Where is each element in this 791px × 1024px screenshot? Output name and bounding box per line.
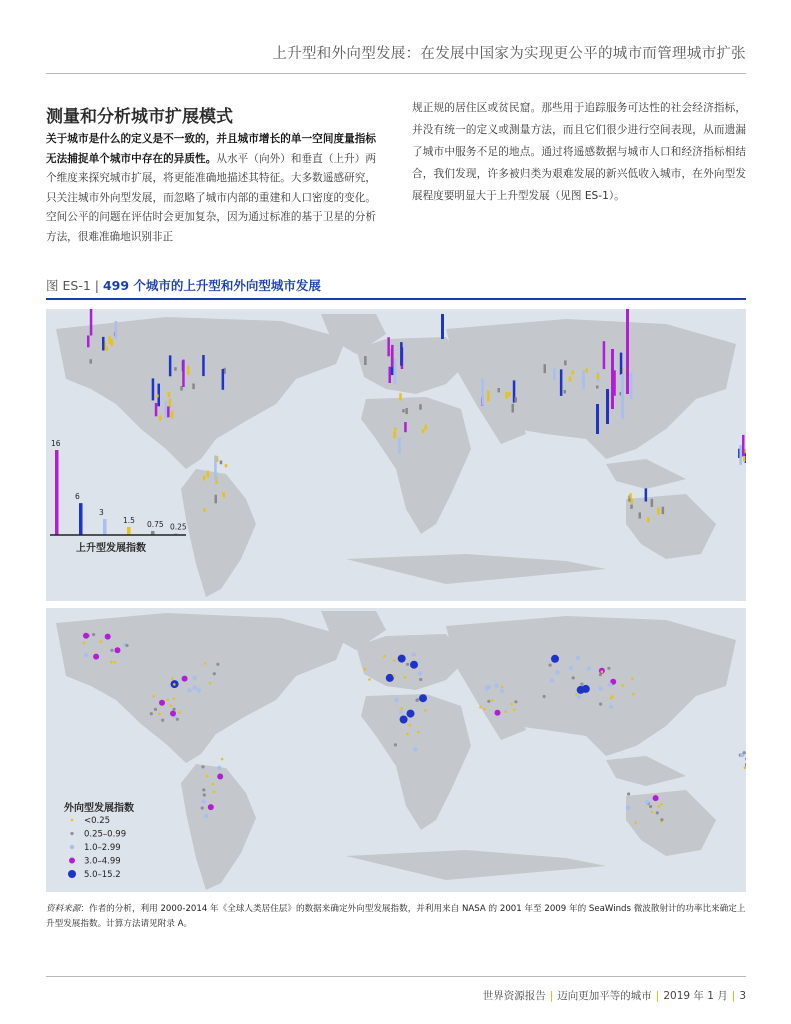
section-title: 测量和分析城市扩展模式 xyxy=(46,107,233,127)
outward-city-dot xyxy=(400,707,403,710)
outward-city-dot xyxy=(159,700,165,706)
outward-city-dot xyxy=(656,811,659,814)
upward-city-bar xyxy=(621,374,624,419)
outward-city-dot xyxy=(587,666,591,670)
upward-city-bar xyxy=(508,392,511,396)
upward-legend-bar-3 xyxy=(127,527,131,535)
upward-city-bar xyxy=(90,309,93,336)
upward-city-bar xyxy=(564,390,567,394)
outward-city-dot xyxy=(393,674,396,677)
source-label: 资料来源 xyxy=(46,904,81,914)
outward-city-dot xyxy=(203,793,206,796)
outward-city-dot xyxy=(424,709,427,712)
outward-city-dot xyxy=(204,662,207,665)
upward-city-bar xyxy=(156,394,159,397)
upward-legend-bar-label: 6 xyxy=(75,492,80,502)
upward-city-bar xyxy=(422,429,425,433)
footer-date: 2019 年 1 月 xyxy=(663,990,728,1002)
outward-city-dot xyxy=(113,661,116,664)
outward-city-dot xyxy=(744,767,746,770)
upward-city-bar xyxy=(174,367,177,371)
outward-city-dot xyxy=(634,822,637,825)
outward-city-dot xyxy=(208,804,214,810)
upward-city-bar xyxy=(394,359,397,384)
upward-legend-bar-2 xyxy=(103,519,107,535)
outward-legend-dot xyxy=(69,858,75,864)
upward-city-bar xyxy=(220,461,223,465)
outward-city-dot xyxy=(125,644,128,647)
upward-city-bar xyxy=(108,336,111,344)
outward-map-canvas xyxy=(46,608,746,892)
outward-city-dot xyxy=(551,655,559,663)
outward-city-dot xyxy=(394,743,397,746)
upward-city-bar xyxy=(215,495,218,504)
outward-city-dot xyxy=(197,688,201,692)
upward-city-bar xyxy=(441,314,444,339)
upward-city-bar xyxy=(90,359,93,363)
outward-city-dot xyxy=(170,704,173,707)
upward-legend-title: 上升型发展指数 xyxy=(76,543,146,554)
upward-city-bar xyxy=(202,355,205,376)
upward-city-bar xyxy=(167,406,170,417)
source-text: ：作者的分析，利用 2000-2014 年《全球人类居住层》的数据来确定外向型发展指数，并利用来自 NASA 的 2001 年至 2009 年的 SeaWinds 微波散射计的功率比来确定上升型发展指数。计算方法请见附录 A。 xyxy=(46,904,746,929)
outward-city-dot xyxy=(514,700,517,703)
outward-city-dot xyxy=(626,806,630,810)
outward-city-dot xyxy=(621,684,624,687)
upward-city-bar xyxy=(560,369,563,396)
figure-title: 499 个城市的上升型和外向型城市发展 xyxy=(102,278,321,293)
outward-city-dot xyxy=(572,676,575,679)
outward-city-dot xyxy=(383,655,386,658)
outward-city-dot xyxy=(491,699,494,702)
upward-city-bar xyxy=(171,410,174,418)
outward-city-dot xyxy=(409,724,412,727)
upward-city-bar xyxy=(515,397,518,402)
outward-legend-dot xyxy=(68,870,76,878)
upward-city-bar xyxy=(629,493,632,498)
outward-city-dot xyxy=(217,774,223,780)
outward-city-dot xyxy=(83,633,89,639)
outward-city-dot xyxy=(653,795,659,801)
outward-city-dot xyxy=(158,713,161,716)
outward-city-dot xyxy=(607,667,610,670)
outward-legend-label: 3.0–4.99 xyxy=(84,856,121,867)
outward-city-dot xyxy=(386,674,394,682)
outward-city-dot xyxy=(84,653,88,657)
outward-city-dot xyxy=(410,661,418,669)
footer-report: 世界资源报告 xyxy=(482,990,546,1002)
upward-city-bar xyxy=(572,371,575,375)
outward-city-dot xyxy=(110,649,113,652)
outward-city-dot xyxy=(92,633,95,636)
upward-city-bar xyxy=(152,378,155,400)
upward-legend-bar-label: 3 xyxy=(99,508,104,518)
upward-city-bar xyxy=(647,517,650,522)
upward-city-bar xyxy=(405,408,408,414)
footer-series: 迈向更加平等的城市 xyxy=(557,990,652,1002)
upward-city-bar xyxy=(402,409,405,412)
outward-city-dot xyxy=(100,640,103,643)
outward-city-dot xyxy=(631,677,634,680)
outward-city-dot xyxy=(406,733,409,736)
upward-city-bar xyxy=(487,394,490,401)
outward-city-dot xyxy=(221,758,224,761)
upward-city-bar xyxy=(544,364,547,373)
outward-legend-label: 5.0–15.2 xyxy=(84,870,121,880)
upward-city-bar xyxy=(182,360,185,387)
upward-city-bar xyxy=(596,404,599,434)
upward-city-bar xyxy=(739,445,742,465)
upward-legend-bar-label: 0.25 xyxy=(170,522,187,532)
left-body-text: 从水平（向外）和垂直（上升）两个维度来探究城市扩展，将更能准确地描述其特征。大多数遥感研究，只关注城市外向型发展，而忽略了城市内部的重建和人口密度的变化。空间公平的问题在评估时会更加复杂，因为通过标准的基于卫星的分析方法，很难准确地识别非正 xyxy=(46,152,377,243)
outward-city-dot xyxy=(394,698,398,702)
upward-city-bar xyxy=(169,355,172,376)
outward-city-dot xyxy=(105,634,111,640)
outward-city-dot xyxy=(575,693,578,696)
outward-city-dot xyxy=(216,663,219,666)
outward-city-dot xyxy=(627,792,630,795)
figure-divider xyxy=(46,298,746,300)
outward-city-dot xyxy=(152,695,155,698)
outward-city-dot xyxy=(173,683,176,686)
left-column-text xyxy=(46,130,376,248)
upward-legend-bar-1 xyxy=(79,503,83,535)
outward-city-dot xyxy=(202,788,205,791)
outward-city-dot xyxy=(599,703,602,706)
source-note xyxy=(46,902,746,932)
upward-legend xyxy=(46,434,196,554)
upward-city-bar xyxy=(391,345,394,367)
outward-legend-label: 1.0–2.99 xyxy=(84,843,121,853)
outward-city-dot xyxy=(494,684,498,688)
upward-city-bar xyxy=(606,389,609,424)
outward-city-dot xyxy=(576,656,580,660)
outward-city-dot xyxy=(419,678,422,681)
upward-city-bar xyxy=(662,507,665,514)
upward-city-bar xyxy=(387,337,390,356)
outward-city-dot xyxy=(745,756,746,762)
outward-city-dot xyxy=(399,710,403,714)
upward-city-bar xyxy=(223,492,226,497)
outward-legend-label: <0.25 xyxy=(84,816,111,826)
outward-city-dot xyxy=(660,818,663,821)
outward-city-dot xyxy=(569,666,573,670)
upward-city-bar xyxy=(582,375,585,384)
upward-city-bar xyxy=(106,346,109,351)
upward-city-bar xyxy=(207,471,210,478)
page-footer: 世界资源报告 | 迈向更加平等的城市 | 2019 年 1 月 | 3 xyxy=(482,990,746,1002)
outward-city-dot xyxy=(201,765,204,768)
upward-city-bar xyxy=(102,337,105,351)
upward-city-bar xyxy=(222,369,225,390)
outward-city-dot xyxy=(204,814,208,818)
outward-city-dot xyxy=(171,677,174,680)
outward-city-dot xyxy=(577,686,585,694)
outward-city-dot xyxy=(176,718,179,721)
footer-page-number: 3 xyxy=(739,990,746,1002)
outward-city-dot xyxy=(161,719,164,722)
upward-city-bar xyxy=(743,456,746,462)
right-column-text: 规正规的居住区或贫民窟。那些用于追踪服务可达性的社会经济指标，并没有统一的定义或测量方法，而且它们很少进行空间表现，从而遗漏了城市中服务不足的地点。通过将遥感数据与城市人口和经济指标相结合，我们发现，许多被归类为艰难发展的新兴低收入城市，在外向型发展程度要明显大于上升型发展（见图 ES-1）。 xyxy=(412,102,746,202)
upward-city-bar xyxy=(498,388,501,392)
outward-city-dot xyxy=(608,682,612,686)
outward-city-dot xyxy=(202,799,206,803)
outward-legend-dot xyxy=(70,832,73,835)
upward-city-bar xyxy=(597,374,600,379)
outward-city-dot xyxy=(398,655,406,663)
outward-city-dot xyxy=(182,676,188,682)
upward-city-bar xyxy=(603,341,606,369)
outward-city-dot xyxy=(500,689,504,693)
upward-city-bar xyxy=(651,499,654,507)
upward-city-bar xyxy=(553,368,556,380)
outward-city-dot xyxy=(645,800,649,804)
outward-city-dot xyxy=(555,670,559,674)
upward-city-bar xyxy=(424,425,427,430)
upward-development-map xyxy=(46,309,746,601)
outward-city-dot xyxy=(404,676,407,679)
outward-city-dot xyxy=(212,783,215,786)
outward-legend-title: 外向型发展指数 xyxy=(64,803,134,814)
upward-city-bar xyxy=(564,360,567,365)
outward-city-dot xyxy=(513,709,516,712)
upward-city-bar xyxy=(401,347,404,358)
outward-city-dot xyxy=(173,708,176,711)
upward-legend-bar-0 xyxy=(55,450,59,535)
upward-city-bar xyxy=(419,404,422,410)
upward-city-bar xyxy=(585,368,588,373)
outward-city-dot xyxy=(417,731,420,734)
outward-city-dot xyxy=(173,697,176,700)
outward-city-dot xyxy=(484,708,487,711)
outward-city-dot xyxy=(217,766,221,770)
upward-city-bar xyxy=(645,488,648,501)
outward-legend-dot xyxy=(71,819,74,822)
outward-city-dot xyxy=(368,678,371,681)
upward-city-bar xyxy=(620,353,623,375)
outward-city-dot xyxy=(213,672,216,675)
outward-city-dot xyxy=(206,775,209,778)
outward-city-dot xyxy=(193,685,197,689)
outward-city-dot xyxy=(487,700,490,703)
outward-city-dot xyxy=(413,747,417,751)
outward-city-dot xyxy=(150,712,153,715)
outward-city-dot xyxy=(601,670,604,673)
outward-city-dot xyxy=(178,711,181,714)
upward-city-bar xyxy=(159,415,162,420)
upward-city-bar xyxy=(393,431,396,438)
upward-city-bar xyxy=(657,507,660,514)
outward-city-dot xyxy=(501,686,504,689)
upward-city-bar xyxy=(225,464,228,467)
upward-city-bar xyxy=(481,378,484,405)
outward-city-dot xyxy=(193,676,197,680)
upward-city-bar xyxy=(639,512,642,518)
header-divider xyxy=(46,73,746,74)
outward-city-dot xyxy=(550,678,554,682)
outward-city-dot xyxy=(407,710,415,718)
upward-city-bar xyxy=(630,505,633,509)
upward-legend-bar-label: 16 xyxy=(51,439,61,448)
upward-city-bar xyxy=(389,367,392,383)
outward-city-dot xyxy=(658,805,661,808)
outward-city-dot xyxy=(504,710,507,713)
outward-city-dot xyxy=(201,806,204,809)
world-landmass-2 xyxy=(56,611,736,890)
upward-city-bar xyxy=(168,392,171,397)
upward-city-bar xyxy=(630,373,633,399)
upward-city-bar xyxy=(596,386,599,389)
outward-city-dot xyxy=(115,647,121,653)
outward-city-dot xyxy=(170,711,176,717)
outward-city-dot xyxy=(418,671,422,675)
outward-city-dot xyxy=(743,751,746,754)
upward-city-bar xyxy=(203,509,206,512)
upward-city-bar xyxy=(155,403,158,416)
outward-city-dot xyxy=(580,683,583,686)
upward-city-bar xyxy=(399,393,402,400)
outward-city-dot xyxy=(577,695,581,699)
outward-city-dot xyxy=(110,661,113,664)
outward-city-dot xyxy=(549,664,552,667)
outward-city-dot xyxy=(611,695,614,698)
outward-city-dot xyxy=(364,668,367,671)
upward-city-bar xyxy=(87,336,90,348)
lead-bold-sentence: 关于城市是什么的定义是不一致的，并且城市增长的单一空间度量指标无法捕捉单个城市中存在的异质性。 xyxy=(46,133,376,165)
upward-city-bar xyxy=(512,404,515,413)
upward-city-bar xyxy=(187,366,190,375)
outward-city-dot xyxy=(543,695,546,698)
upward-city-bar xyxy=(487,391,490,395)
outward-legend-dot xyxy=(70,845,74,849)
outward-city-dot xyxy=(393,659,396,662)
outward-city-dot xyxy=(416,698,419,701)
outward-legend xyxy=(64,801,134,880)
upward-city-bar xyxy=(165,401,168,418)
upward-city-bar xyxy=(742,435,745,457)
figure-separator: | xyxy=(94,278,99,293)
outward-city-dot xyxy=(495,710,501,716)
outward-city-dot xyxy=(166,699,169,702)
outward-development-map xyxy=(46,608,746,892)
upward-city-bar xyxy=(569,376,572,381)
outward-city-dot xyxy=(486,685,490,689)
upward-city-bar xyxy=(214,456,217,482)
outward-city-dot xyxy=(479,706,482,709)
outward-city-dot xyxy=(209,682,212,685)
running-header: 上升型和外向型发展：在发展中国家为实现更公平的城市而管理城市扩张 xyxy=(272,46,746,62)
outward-city-dot xyxy=(93,654,99,660)
outward-city-dot xyxy=(154,708,157,711)
outward-city-dot xyxy=(510,703,513,706)
upward-city-bar xyxy=(203,476,206,481)
upward-city-bar xyxy=(192,384,195,390)
upward-city-bar xyxy=(115,321,118,339)
outward-city-dot xyxy=(406,663,409,666)
upward-legend-bar-label: 0.75 xyxy=(147,520,164,530)
outward-city-dot xyxy=(598,686,602,690)
outward-city-dot xyxy=(411,652,415,656)
upward-legend-bar-label: 1.5 xyxy=(123,516,135,526)
upward-city-bar xyxy=(505,392,508,399)
upward-city-bar xyxy=(404,422,407,432)
outward-city-dot xyxy=(649,805,652,808)
outward-city-dot xyxy=(419,694,427,702)
upward-city-bar xyxy=(394,428,397,431)
outward-legend-label: 0.25–0.99 xyxy=(84,829,127,840)
outward-city-dot xyxy=(213,791,216,794)
outward-city-dot xyxy=(632,693,635,696)
figure-caption xyxy=(46,276,321,294)
outward-city-dot xyxy=(660,803,663,806)
upward-city-bar xyxy=(611,349,614,409)
upward-city-bar xyxy=(364,356,367,365)
upward-city-bar xyxy=(631,498,634,504)
outward-city-dot xyxy=(400,716,408,724)
outward-city-dot xyxy=(651,811,654,814)
upward-map-canvas xyxy=(46,309,746,601)
outward-city-dot xyxy=(609,705,613,709)
outward-city-dot xyxy=(187,688,191,692)
figure-label: 图 ES-1 xyxy=(46,278,91,293)
outward-city-dot xyxy=(83,642,86,645)
upward-city-bar xyxy=(398,438,401,454)
upward-city-bar xyxy=(169,399,172,408)
footer-divider xyxy=(46,976,746,977)
upward-city-bar xyxy=(626,309,629,394)
